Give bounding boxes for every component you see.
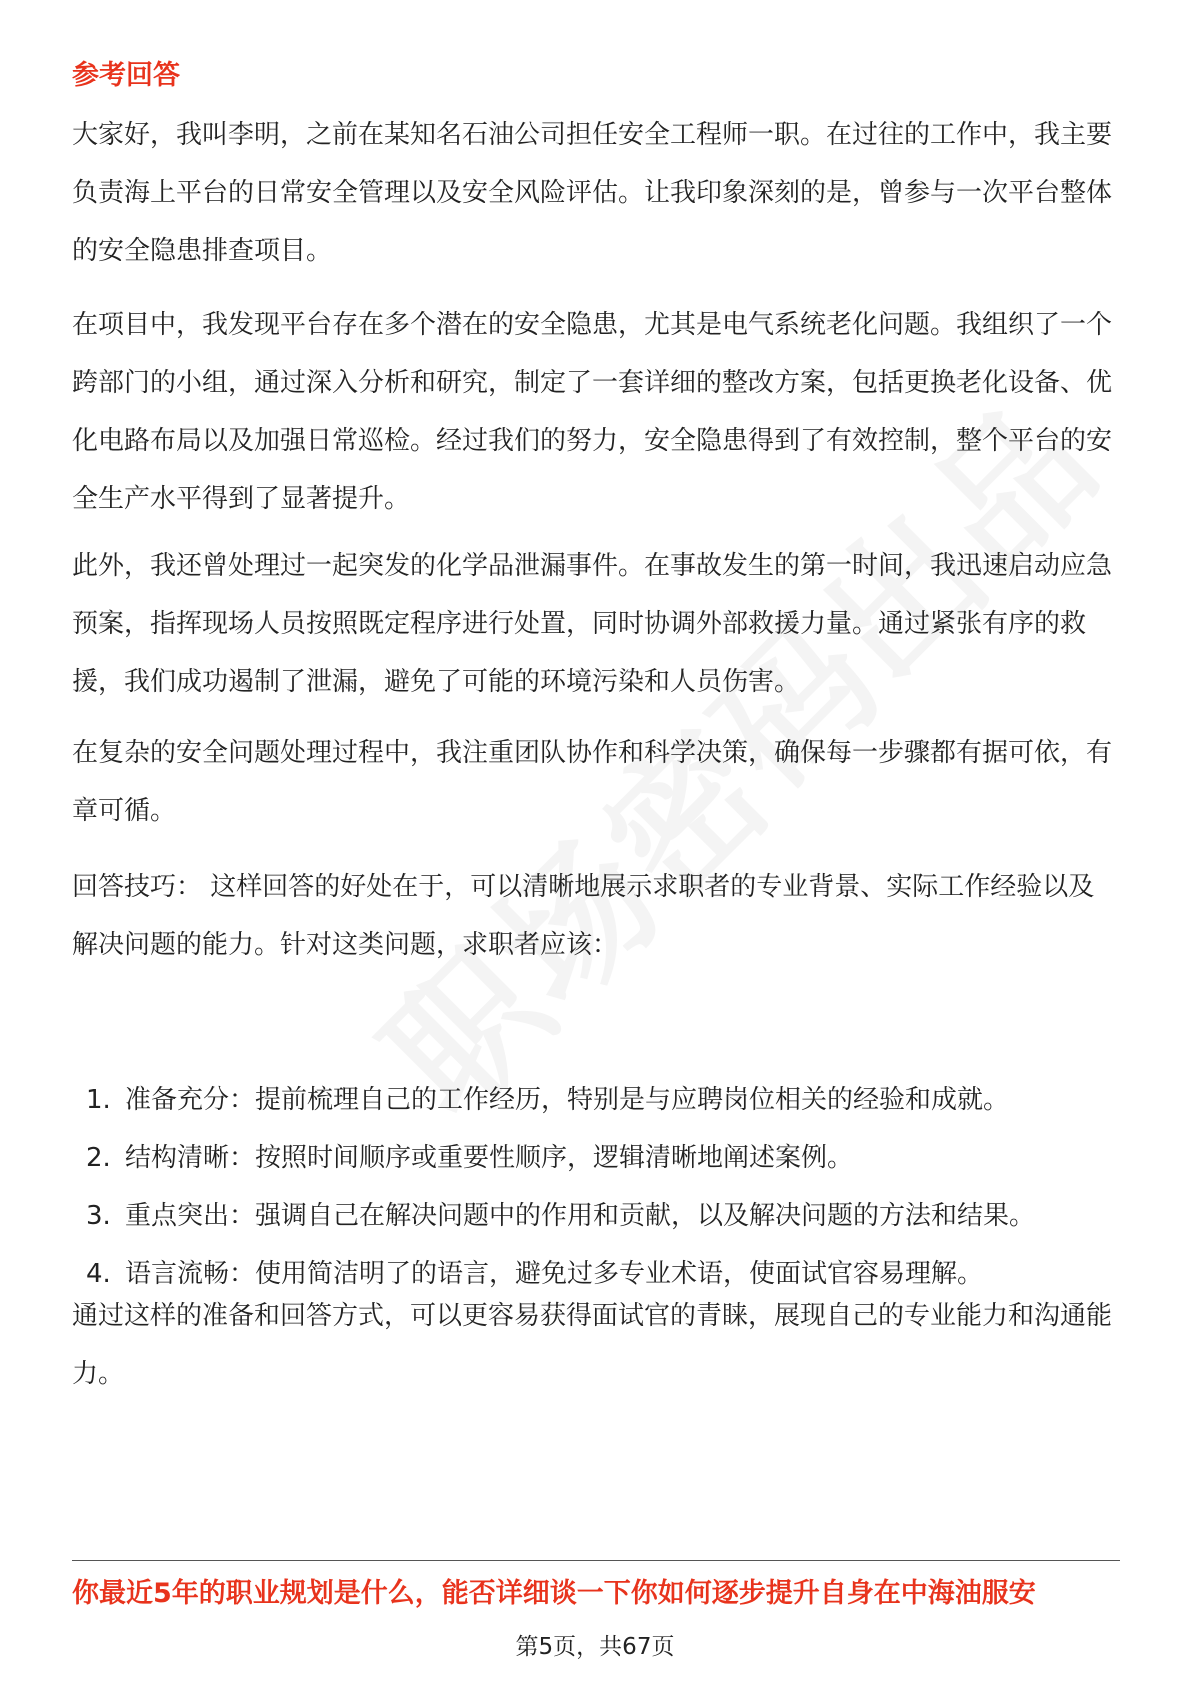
list-item-text: 语言流畅：使用简洁明了的语言，避免过多专业术语，使面试官容易理解。 [125,1259,984,1289]
list-item-text: 重点突出：强调自己在解决问题中的作用和贡献，以及解决问题的方法和结果。 [125,1201,1036,1231]
list-item-text: 准备充分：提前梳理自己的工作经历，特别是与应聘岗位相关的经验和成就。 [125,1085,1010,1115]
list-item [72,1187,1120,1245]
list-item-number: 1. [86,1085,111,1115]
list-item-number: 3. [86,1201,111,1231]
paragraph-intro: 大家好，我叫李明，之前在某知名石油公司担任安全工程师一职。在过往的工作中，我主要负责海上平台的日常安全管理以及安全风险评估。让我印象深刻的是，曾参与一次平台整体的安全隐患排查项目。 [72,120,1113,266]
paragraph-approach: 在复杂的安全问题处理过程中，我注重团队协作和科学决策，确保每一步骤都有据可依，有章可循。 [72,738,1113,826]
paragraph-tips-intro: 回答技巧： 这样回答的好处在于，可以清晰地展示求职者的专业背景、实际工作经验以及解决问题的能力。针对这类问题，求职者应该： [72,872,1095,960]
tips-list [72,1071,1120,1303]
list-item-number: 2. [86,1143,111,1173]
page-number: 第5页，共67页 [515,1634,675,1660]
divider [72,1560,1120,1561]
section-title: 参考回答 [72,60,180,91]
next-question-title: 你最近5年的职业规划是什么，能否详细谈一下你如何逐步提升自身在中海油服安 [72,1578,1036,1609]
list-item [72,1071,1120,1129]
list-item [72,1129,1120,1187]
list-item-number: 4. [86,1259,111,1289]
paragraph-closing: 通过这样的准备和回答方式，可以更容易获得面试官的青睐，展现自己的专业能力和沟通能力。 [72,1301,1113,1389]
paragraph-incident: 此外，我还曾处理过一起突发的化学品泄漏事件。在事故发生的第一时间，我迅速启动应急预案，指挥现场人员按照既定程序进行处置，同时协调外部救援力量。通过紧张有序的救援，我们成功遏制了泄漏，避免了可能的环境污染和人员伤害。 [72,551,1113,697]
list-item-text: 结构清晰：按照时间顺序或重要性顺序，逻辑清晰地阐述案例。 [125,1143,854,1173]
paragraph-project: 在项目中，我发现平台存在多个潜在的安全隐患，尤其是电气系统老化问题。我组织了一个跨部门的小组，通过深入分析和研究，制定了一套详细的整改方案，包括更换老化设备、优化电路布局以及加强日常巡检。经过我们的努力，安全隐患得到了有效控制，整个平台的安全生产水平得到了显著提升。 [72,310,1113,514]
